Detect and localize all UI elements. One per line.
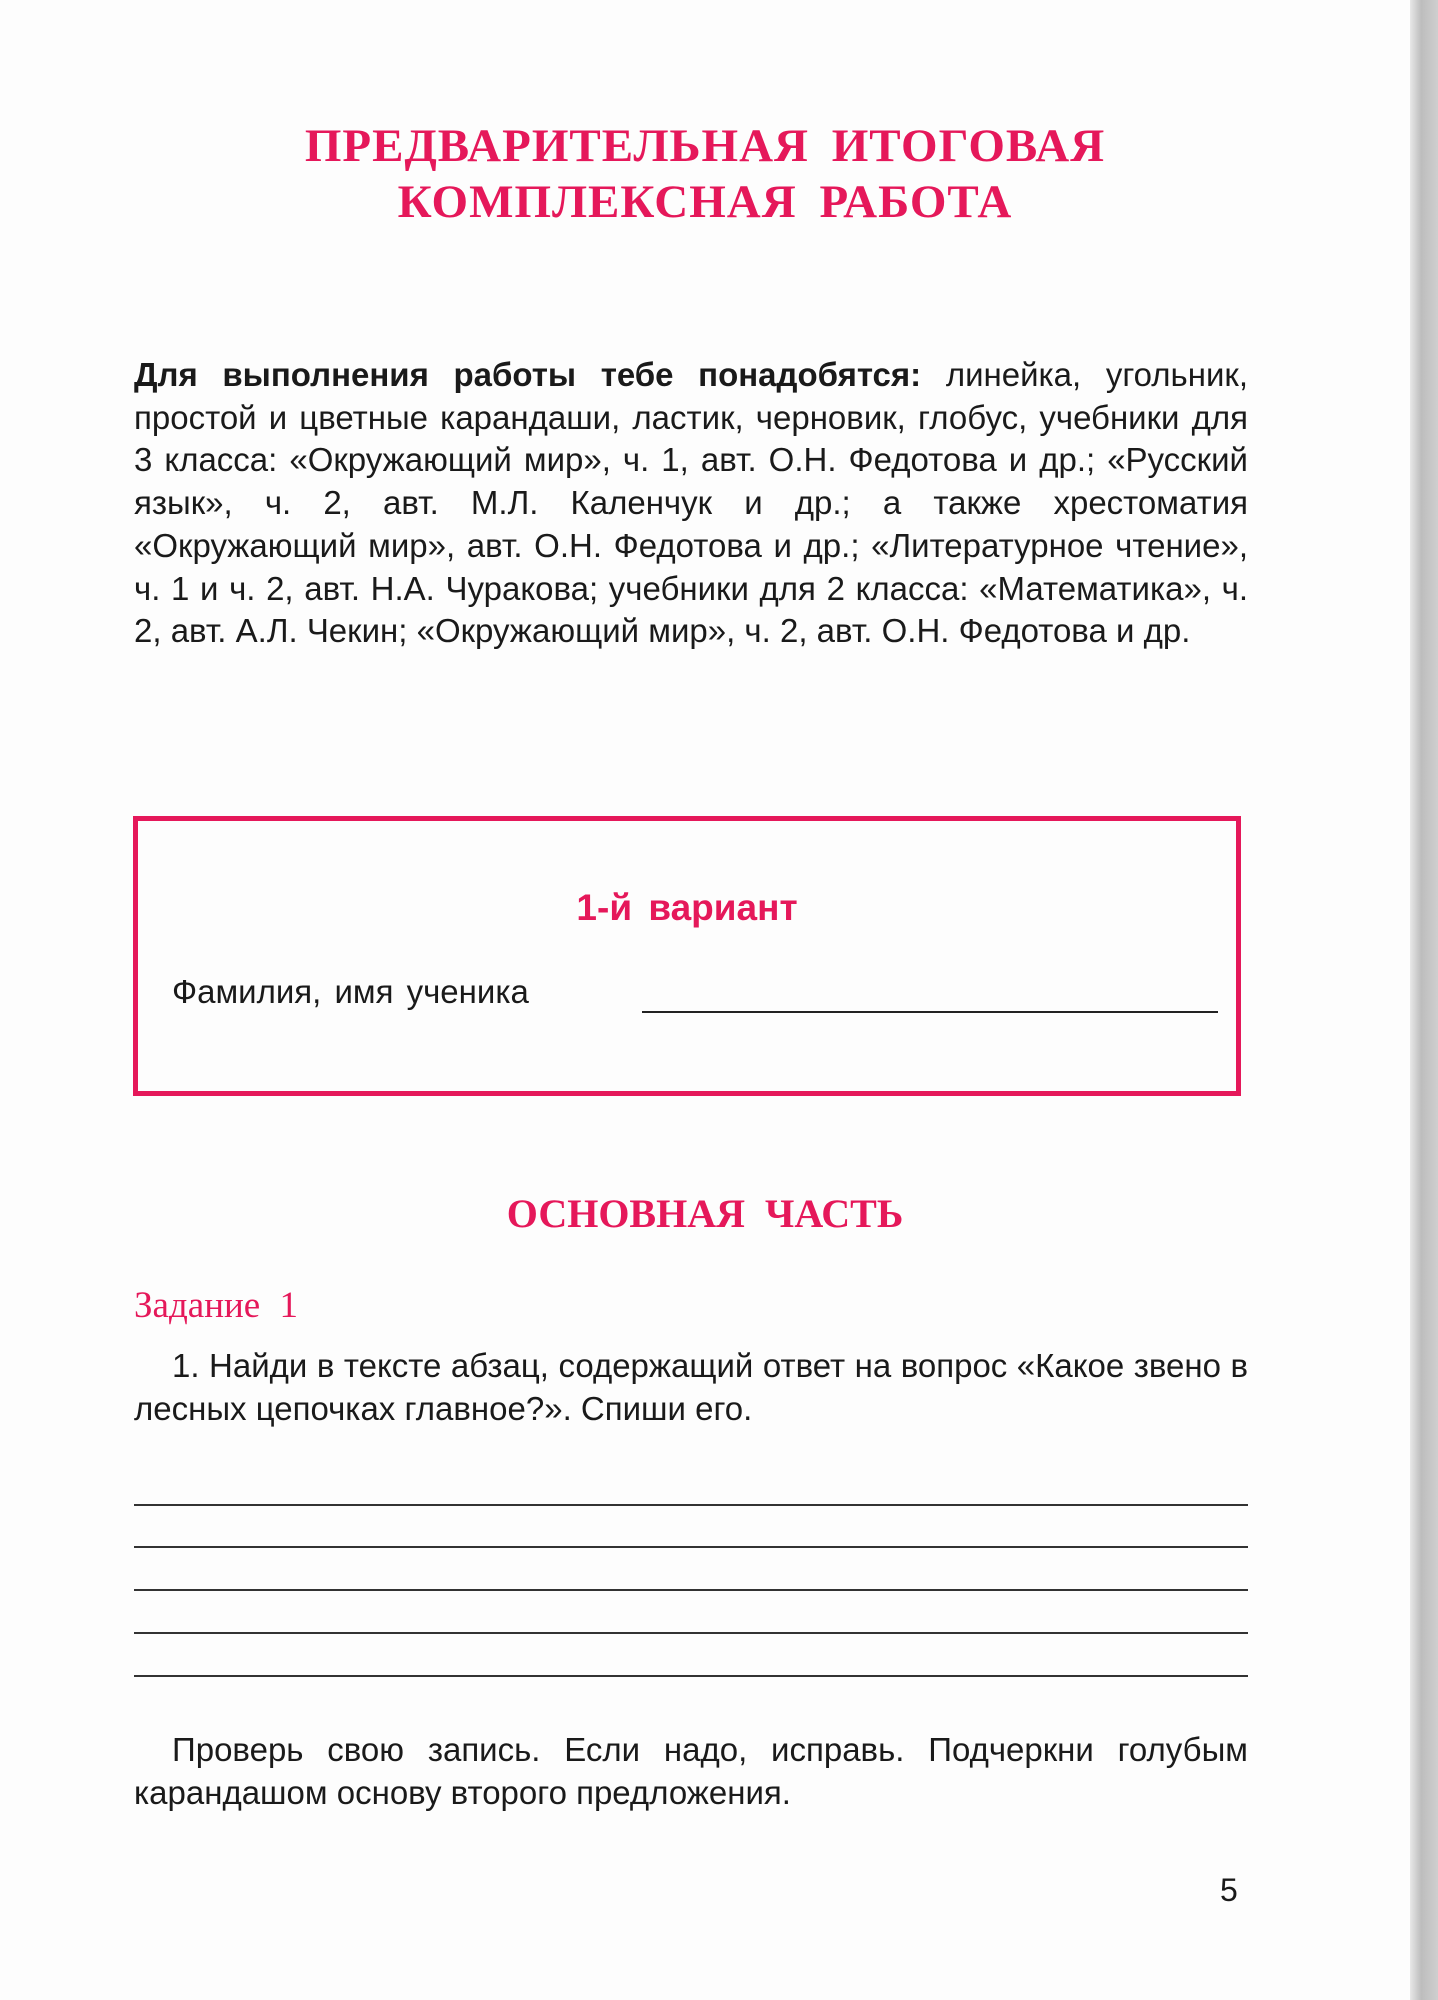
materials-paragraph [134, 354, 1248, 653]
student-name-line[interactable] [642, 1011, 1218, 1013]
answer-line[interactable] [134, 1632, 1248, 1634]
answer-line[interactable] [134, 1675, 1248, 1677]
student-name-label: Фамилия, имя ученика [172, 973, 529, 1010]
page-title [0, 118, 1410, 230]
variant-box [133, 816, 1241, 1096]
title-line-2: КОМПЛЕКСНАЯ РАБОТА [397, 176, 1013, 228]
task-followup-instruction: Проверь свою запись. Если надо, исправь. Подчеркни голубым карандашом основу второго предложения. [134, 1731, 1248, 1811]
page-number: 5 [1220, 1872, 1238, 1908]
answer-line[interactable] [134, 1546, 1248, 1548]
materials-list: линейка, угольник, простой и цветные карандаши, ластик, черновик, глобус, учебники для 3 класса: «Окружающий мир», ч. 1, авт. О.Н. Федотова и др.; «Русский язык», ч. 2, авт. М.Л. Каленчук и др.; а также хрестоматия «Окружающий мир», авт. О.Н. Федотова и др.; «Литературное чтение», ч. 1 и ч. 2, авт. Н.А. Чуракова; учебники для 2 класса: «Математика», ч. 2, авт. А.Л. Чекин; «Окружающий мир», ч. 2, авт. О.Н. Федотова и др. [134, 356, 1248, 650]
section-title: ОСНОВНАЯ ЧАСТЬ [506, 1191, 904, 1236]
answer-line[interactable] [134, 1589, 1248, 1591]
page-edge [1410, 0, 1438, 2000]
task-instruction: 1. Найди в тексте абзац, содержащий ответ на вопрос «Какое звено в лесных цепочках главное?». Спиши его. [134, 1347, 1248, 1427]
task-label: Задание 1 [134, 1285, 298, 1326]
materials-lead: Для выполнения работы тебе понадобятся: [134, 356, 922, 393]
title-line-1: ПРЕДВАРИТЕЛЬНАЯ ИТОГОВАЯ [304, 120, 1106, 172]
variant-title: 1-й вариант [576, 887, 798, 928]
answer-line[interactable] [134, 1504, 1248, 1506]
